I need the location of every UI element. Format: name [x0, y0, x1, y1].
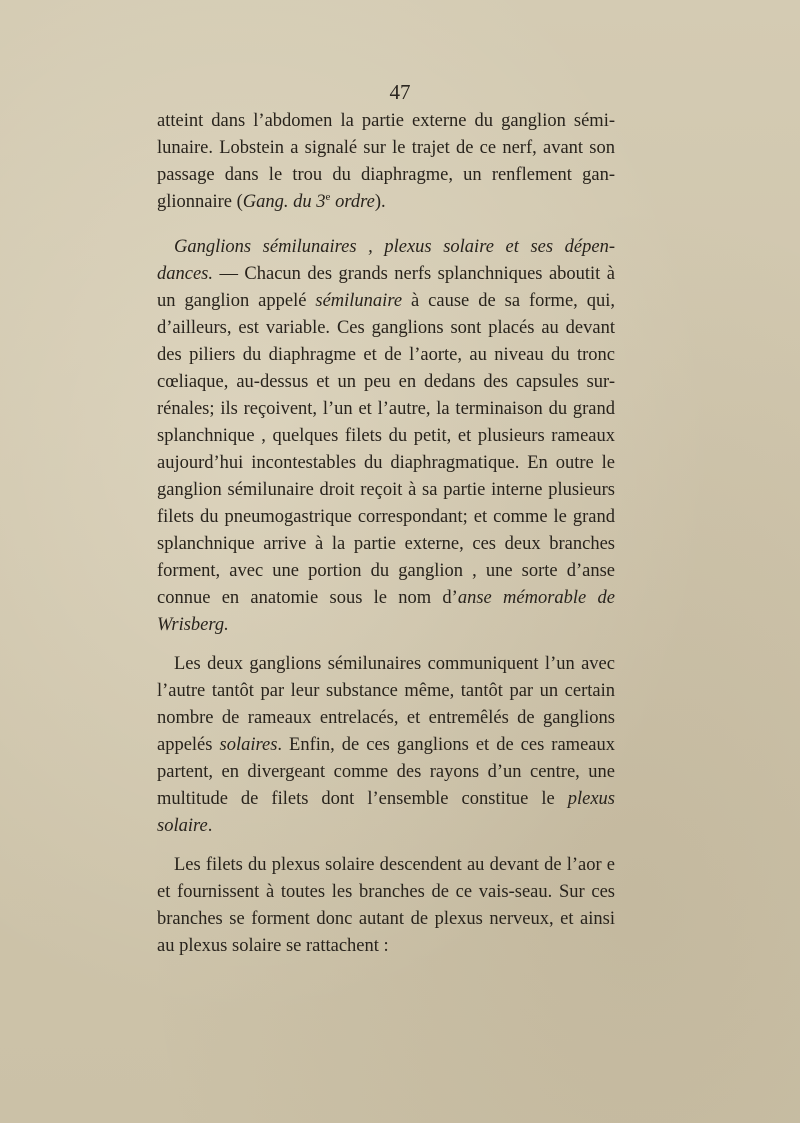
page-number: 47: [389, 80, 411, 104]
paragraph-2-text-a: — Chacun des grands nerfs splanchniques aboutit à un ganglion appelé: [157, 264, 615, 311]
paragraph-1-end: ).: [374, 192, 386, 212]
paragraph-2: [157, 234, 615, 639]
paragraph-1-italic-2: ordre: [330, 192, 375, 212]
paragraph-3: [157, 651, 615, 840]
paragraph-4: Les filets du plexus solaire descendent au devant de l’aor e et fournissent à toutes les branches de ce vais-seau. Sur ces branches se forment donc autant de plexus nerveux, et ainsi au plexus solaire se rattachent :: [157, 855, 615, 956]
body-text: [157, 108, 615, 960]
paragraph-2-italic-a: sémilunaire: [315, 291, 403, 311]
paragraph-3-italic-a: solaires: [219, 735, 278, 755]
paragraph-2-italic-b: anse mémorable de Wrisberg.: [157, 588, 615, 635]
paragraph-3-italic-b: plexus solaire: [157, 789, 615, 836]
paragraph-3-text-c: .: [207, 816, 213, 836]
paragraph-2-text-b: à cause de sa forme, qui, d’ailleurs, est variable. Ces ganglions sont placés au devant des piliers du diaphragme et de l’aorte, au niveau du tronc cœliaque, au-dessus et un peu en dedans des capsules sur-rénales; ils reçoivent, l’un et l’autre, la terminaison du grand splanchnique , quelques filets du petit, et plusieurs rameaux aujourd’hui incontestables du diaphragmatique. En outre le ganglion sémilunaire droit reçoit à sa partie interne plusieurs filets du pneumogastrique correspondant; et comme le grand splanchnique arrive à la partie externe, ces deux branches forment, avec une portion du ganglion , une sorte d’anse connue en anatomie sous le nom d’: [157, 291, 615, 608]
paragraph-3-text-a: Les deux ganglions sémilunaires communiquent l’un avec l’autre tantôt par leur substance même, tantôt par un certain nombre de rameaux entrelacés, et entremêlés de ganglions appelés: [157, 654, 615, 755]
paragraph-1-text: atteint dans l’abdomen la partie externe du ganglion sémi-lunaire. Lobstein a signalé sur le trajet de ce nerf, avant son passage dans le trou du diaphragme, un renflement gan-glionnaire (: [157, 111, 615, 212]
paragraph-3-text-b: . Enfin, de ces ganglions et de ces rameaux partent, en divergeant comme des rayons d’un centre, une multitude de filets dont l’ensemble constitue le: [157, 735, 615, 809]
section-heading: Ganglions sémilunaires , plexus solaire et ses dépen-dances.: [157, 237, 615, 284]
paragraph-1: [157, 108, 615, 216]
paragraph-1-superscript: e: [325, 190, 331, 203]
paragraph-1-italic: Gang. du 3: [242, 192, 326, 212]
